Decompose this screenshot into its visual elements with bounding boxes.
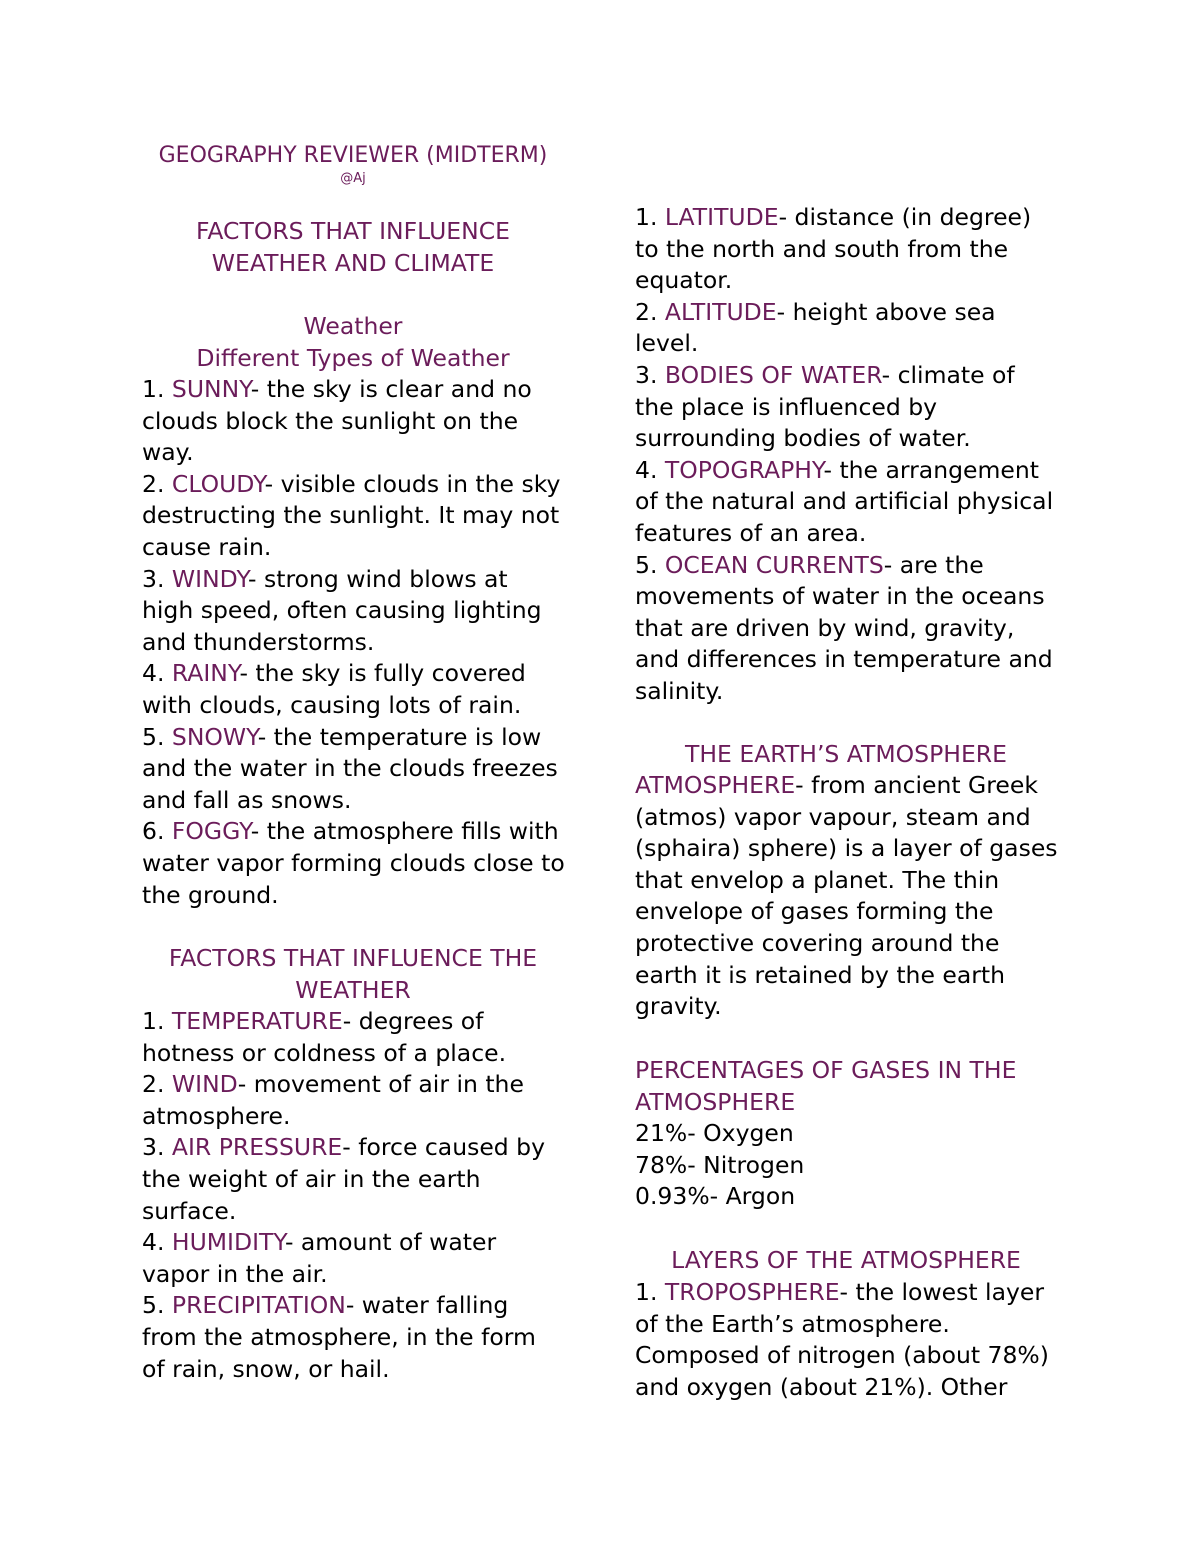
list-item (142, 1290, 545, 1322)
item-number: 3. (635, 360, 665, 389)
list-item (142, 564, 565, 596)
term-label: SUNNY (171, 375, 251, 403)
item-text: water vapor forming clouds close to (142, 848, 565, 877)
item-number: 2. (142, 469, 172, 498)
list-item: 78%- Nitrogen (635, 1150, 805, 1179)
item-number: 1. (142, 1007, 172, 1035)
weather-factors-list (142, 1006, 545, 1385)
item-text: the place is influenced by (635, 392, 938, 421)
factors-heading-line-2: WEATHER (295, 975, 411, 1004)
term-label: TOPOGRAPHY (664, 455, 824, 484)
item-text: surrounding bodies of water. (635, 424, 971, 453)
definition-line: gravity. (635, 992, 722, 1021)
definition-line: (atmos) vapor vapour, steam and (635, 802, 1031, 831)
item-text: cause rain. (142, 532, 272, 561)
atmosphere-heading: THE EARTH’S ATMOSPHERE (685, 740, 1007, 768)
item-number: 2. (142, 1070, 172, 1099)
definition-line: that envelop a planet. The thin (635, 865, 1000, 894)
item-text: with clouds, causing lots of rain. (142, 690, 522, 719)
item-number: 4. (142, 659, 172, 688)
weather-heading: Weather (303, 312, 403, 340)
gases-list (635, 1118, 804, 1213)
item-text: - visible clouds in the sky (264, 469, 561, 498)
item-text: destructing the sunlight. It may not (142, 501, 560, 530)
item-number: 6. (142, 817, 172, 846)
item-text: - strong wind blows at (248, 564, 508, 593)
item-text: vapor in the air. (142, 1259, 328, 1288)
item-number: 3. (142, 564, 172, 593)
item-text: - water falling (345, 1291, 509, 1320)
item-text: - climate of (881, 360, 1015, 389)
item-text: of the Earth’s atmosphere. (635, 1309, 950, 1338)
item-number: 5. (635, 550, 665, 579)
item-number: 5. (142, 1291, 172, 1320)
item-text: and fall as snows. (142, 785, 352, 814)
list-item (635, 550, 1053, 582)
term-label: WIND (171, 1070, 238, 1099)
gases-heading (635, 1055, 1016, 1118)
term-label: LATITUDE (664, 203, 779, 231)
item-text: high speed, often causing lighting (142, 596, 542, 625)
layers-list (635, 1277, 1049, 1403)
item-text: that are driven by wind, gravity, (635, 613, 1015, 642)
gases-heading-line-1: PERCENTAGES OF GASES IN THE (635, 1056, 1017, 1084)
list-item (142, 1227, 545, 1259)
item-text: - the sky is clear and no (250, 375, 532, 403)
item-text: - are the (883, 550, 984, 579)
term-label: RAINY (171, 659, 240, 688)
term-label: BODIES OF WATER (664, 360, 882, 389)
item-text: - force caused by (342, 1133, 546, 1162)
item-text: to the north and south from the (635, 234, 1009, 263)
item-text: salinity. (635, 676, 724, 705)
item-text: and oxygen (about 21%). Other (635, 1372, 1008, 1401)
item-text: features of an area. (635, 518, 867, 547)
item-text: - the lowest layer (839, 1278, 1045, 1306)
item-text: and differences in temperature and (635, 645, 1053, 674)
list-item (142, 816, 565, 848)
item-text: of the natural and artificial physical (635, 487, 1054, 516)
term-label: TEMPERATURE (171, 1007, 343, 1035)
list-item (142, 658, 565, 690)
item-text: - amount of water (284, 1228, 497, 1257)
item-text: - movement of air in the (237, 1070, 524, 1099)
list-item (142, 1132, 545, 1164)
document-title: GEOGRAPHY REVIEWER (MIDTERM) (158, 143, 548, 168)
item-number: 1. (142, 375, 172, 403)
item-number: 3. (142, 1133, 172, 1162)
item-text: - distance (in degree) (778, 203, 1032, 231)
item-text: Composed of nitrogen (about 78%) (635, 1341, 1049, 1370)
section-title-line-1: FACTORS THAT INFLUENCE (196, 217, 510, 245)
item-text: clouds block the sunlight on the (142, 406, 519, 435)
gases-heading-line-2: ATMOSPHERE (635, 1087, 796, 1116)
definition-line: protective covering around the (635, 928, 1000, 957)
term-label: CLOUDY (171, 469, 265, 498)
list-item (635, 1277, 1049, 1309)
item-text: of rain, snow, or hail. (142, 1354, 390, 1383)
term-label: FOGGY (171, 817, 251, 846)
item-text: and the water in the clouds freezes (142, 754, 558, 783)
item-number: 1. (635, 203, 665, 231)
item-text: way. (142, 438, 194, 467)
item-number: 1. (635, 1278, 665, 1306)
list-item (142, 1006, 545, 1038)
definition-line: earth it is retained by the earth (635, 960, 1005, 989)
definition-line: envelope of gases forming the (635, 897, 994, 926)
term-label: TROPOSPHERE (664, 1278, 840, 1306)
term-label: ALTITUDE (664, 297, 777, 326)
author-label: @Aj (340, 171, 366, 186)
weather-types-heading: Different Types of Weather (196, 343, 510, 372)
section-title-line-2: WEATHER AND CLIMATE (211, 248, 495, 277)
term-label: HUMIDITY (171, 1228, 285, 1257)
item-text: surface. (142, 1196, 237, 1225)
list-item (635, 455, 1053, 487)
item-text: movements of water in the oceans (635, 582, 1045, 611)
list-item (142, 1069, 545, 1101)
term-label: ATMOSPHERE (635, 771, 796, 799)
climate-factors-list (635, 202, 1053, 708)
term-label: PRECIPITATION (171, 1291, 346, 1320)
item-text: atmosphere. (142, 1101, 291, 1130)
item-text: from the atmosphere, in the form (142, 1322, 536, 1351)
atmosphere-definition (635, 770, 1058, 1023)
list-item (635, 297, 1053, 329)
item-number: 5. (142, 722, 172, 751)
definition-line (635, 770, 1058, 802)
item-text: the ground. (142, 880, 279, 909)
item-number: 4. (142, 1228, 172, 1257)
layers-heading: LAYERS OF THE ATMOSPHERE (671, 1246, 1021, 1274)
term-label: WINDY (171, 564, 249, 593)
item-text: and thunderstorms. (142, 627, 375, 656)
item-text: - the arrangement (823, 455, 1039, 484)
item-text: level. (635, 329, 699, 358)
list-item (142, 374, 565, 406)
item-number: 2. (635, 297, 665, 326)
term-label: SNOWY (171, 722, 258, 751)
item-text: - height above sea (776, 297, 996, 326)
item-text: - the atmosphere fills with (250, 817, 559, 846)
item-text: hotness or coldness of a place. (142, 1038, 507, 1067)
definition-line: (sphaira) sphere) is a layer of gases (635, 834, 1058, 863)
list-item (142, 722, 565, 754)
term-label: OCEAN CURRENTS (664, 550, 884, 579)
item-text: equator. (635, 266, 733, 295)
list-item (635, 202, 1053, 234)
item-number: 4. (635, 455, 665, 484)
list-item (142, 469, 565, 501)
factors-heading-line-1: FACTORS THAT INFLUENCE THE (168, 944, 538, 972)
item-text: - from ancient Greek (795, 771, 1038, 799)
item-text: the weight of air in the earth (142, 1164, 481, 1193)
item-text: - the sky is fully covered (239, 659, 526, 688)
item-text: - the temperature is low (257, 722, 542, 751)
list-item (635, 360, 1053, 392)
term-label: AIR PRESSURE (171, 1133, 343, 1162)
list-item: 0.93%- Argon (635, 1182, 796, 1211)
weather-types-list (142, 374, 565, 911)
list-item: 21%- Oxygen (635, 1119, 794, 1147)
item-text: - degrees of (342, 1007, 484, 1035)
